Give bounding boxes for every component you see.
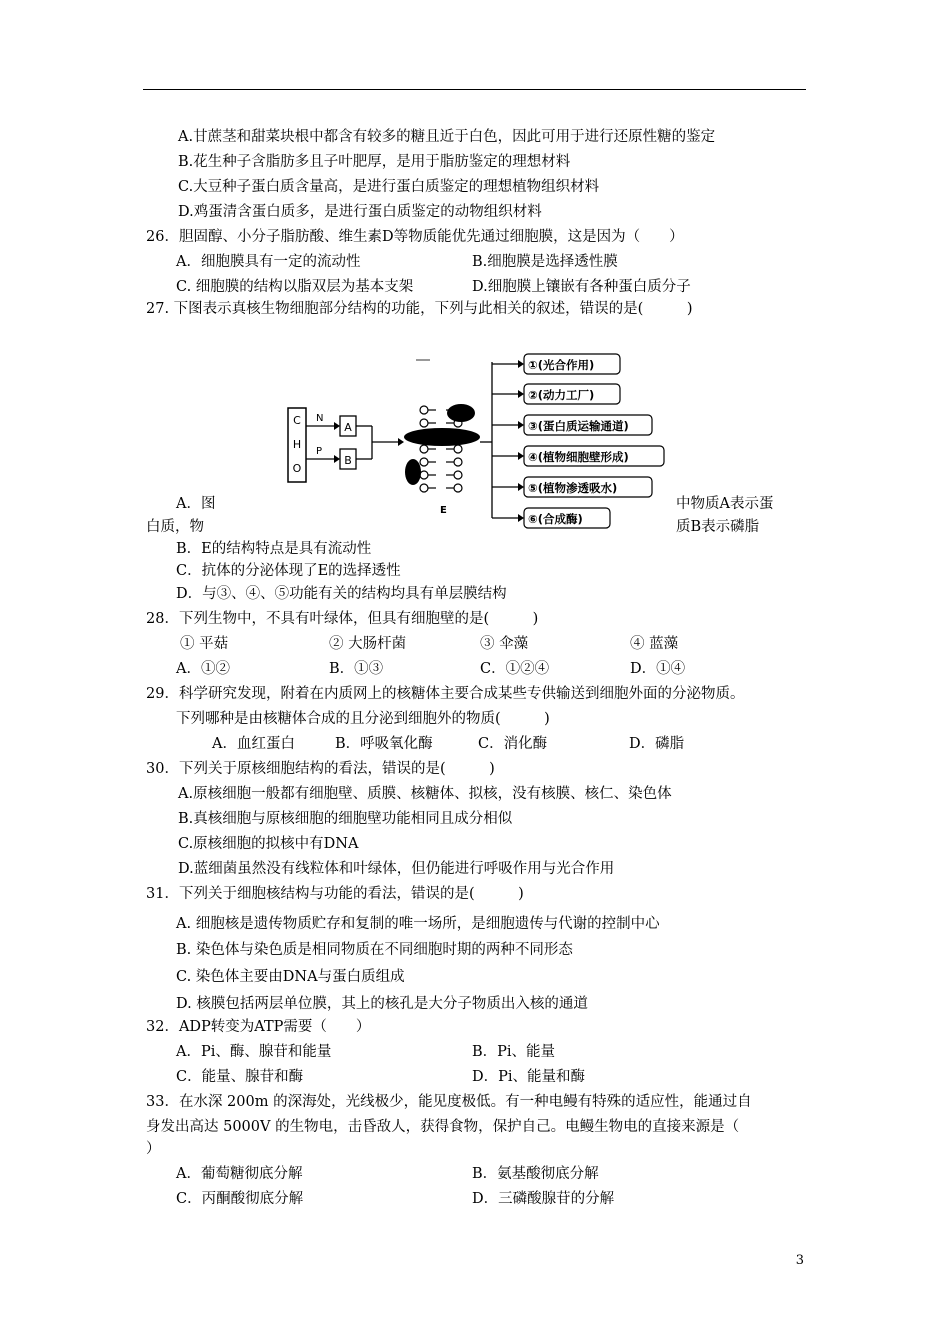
text-line: 28．下列生物中，不具有叶绿体，但具有细胞壁的是( )	[146, 611, 539, 627]
text-line: A．图	[176, 496, 216, 512]
protein-middle	[404, 428, 480, 446]
svg-text:A: A	[344, 421, 352, 434]
text-line: ② 大肠杆菌	[329, 636, 407, 652]
text-line: D.鸡蛋清含蛋白质多，是进行蛋白质鉴定的动物组织材料	[178, 204, 542, 220]
membrane-e-label: E	[440, 505, 447, 516]
text-line: D.蓝细菌虽然没有线粒体和叶绿体，但仍能进行呼吸作用与光合作用	[178, 861, 615, 877]
text-line: C.原核细胞的拟核中有DNA	[178, 836, 359, 852]
text-line: ）	[146, 1141, 161, 1157]
text-line: ① 平菇	[180, 636, 229, 652]
text-line: C．①②④	[480, 661, 550, 677]
header-rule	[143, 89, 806, 90]
text-line: A.原核细胞一般都有细胞壁、质膜、核糖体、拟核，没有核膜、核仁、染色体	[178, 786, 672, 802]
text-line: C．抗体的分泌体现了E的选择透性	[176, 563, 401, 579]
svg-text:B: B	[344, 454, 352, 467]
function-6: ⑥(合成酶)	[528, 512, 583, 526]
text-line: A．①②	[176, 661, 230, 677]
text-line: C. 染色体主要由DNA与蛋白质组成	[176, 969, 405, 985]
function-2: ②(动力工厂)	[528, 388, 595, 402]
text-line: D．三磷酸腺苷的分解	[472, 1191, 615, 1207]
text-line: B．Pi、能量	[472, 1044, 556, 1060]
text-line: B．氨基酸彻底分解	[472, 1166, 599, 1182]
text-line: D. 核膜包括两层单位膜，其上的核孔是大分子物质出入核的通道	[176, 996, 588, 1012]
function-5: ⑤(植物渗透吸水)	[528, 481, 618, 495]
text-line: D．与③、④、⑤功能有关的结构均具有单层膜结构	[176, 586, 507, 602]
text-line: 32．ADP转变为ATP需要（ ）	[146, 1019, 371, 1035]
text-line: B. 染色体与染色质是相同物质在不同细胞时期的两种不同形态	[176, 942, 573, 958]
text-line: C. 细胞膜的结构以脂双层为基本支架	[176, 279, 414, 295]
text-line: ④ 蓝藻	[630, 636, 679, 652]
function-4: ④(植物细胞壁形成)	[528, 450, 629, 464]
element-h: H	[292, 438, 302, 451]
text-line: A．Pi、酶、腺苷和能量	[176, 1044, 332, 1060]
text-line: D．Pi、能量和酶	[472, 1069, 586, 1085]
function-3: ③(蛋白质运输通道)	[528, 419, 629, 433]
text-line: C．丙酮酸彻底分解	[176, 1191, 304, 1207]
text-line: A．葡萄糖彻底分解	[176, 1166, 303, 1182]
text-line: 下列哪种是由核糖体合成的且分泌到细胞外的物质( )	[176, 711, 550, 727]
text-line: 中物质A表示蛋	[676, 496, 774, 512]
text-line: 31．下列关于细胞核结构与功能的看法，错误的是( )	[146, 886, 524, 902]
text-line: D.细胞膜上镶嵌有各种蛋白质分子	[472, 279, 691, 295]
text-line: A. 细胞核是遗传物质贮存和复制的唯一场所，是细胞遗传与代谢的控制中心	[176, 916, 660, 932]
text-line: D．①④	[630, 661, 686, 677]
text-line: B．呼吸氧化酶	[335, 736, 433, 752]
text-line: 质B表示磷脂	[676, 519, 760, 535]
text-line: C．能量、腺苷和酶	[176, 1069, 304, 1085]
text-line: 33．在水深 200m 的深海处，光线极少，能见度极低。有一种电鳗有特殊的适应性，能通过自	[146, 1094, 752, 1110]
text-line: B.真核细胞与原核细胞的细胞壁功能相同且成分相似	[178, 811, 513, 827]
element-c: C	[293, 414, 301, 427]
cell-structure-figure	[236, 350, 676, 530]
text-line: A.甘蔗茎和甜菜块根中都含有较多的糖且近于白色，因此可用于进行还原性糖的鉴定	[178, 129, 716, 145]
text-line: 白质，物	[146, 519, 204, 535]
element-o: O	[292, 462, 302, 475]
protein-left	[405, 459, 421, 485]
text-line: 身发出高达 5000V 的生物电，击昏敌人，获得食物，保护自己。电鳗生物电的直接来源是（	[146, 1119, 740, 1135]
text-line: A．细胞膜具有一定的流动性	[176, 254, 361, 270]
page-number: 3	[795, 1253, 804, 1268]
text-line: ③ 伞藻	[480, 636, 529, 652]
text-line: 26．胆固醇、小分子脂肪酸、维生素D等物质能优先通过细胞膜，这是因为（ ）	[146, 229, 684, 245]
text-line: 30．下列关于原核细胞结构的看法，错误的是( )	[146, 761, 495, 777]
text-line: B．E的结构特点是具有流动性	[176, 541, 372, 557]
text-line: A．血红蛋白	[212, 736, 295, 752]
text-line: C．消化酶	[478, 736, 548, 752]
text-line: B．①③	[329, 661, 384, 677]
n-label: N	[316, 413, 324, 424]
text-line: C.大豆种子蛋白质含量高，是进行蛋白质鉴定的理想植物组织材料	[178, 179, 600, 195]
text-line: D．磷脂	[629, 736, 685, 752]
text-line: 27. 下图表示真核生物细胞部分结构的功能，下列与此相关的叙述，错误的是( )	[146, 301, 693, 317]
text-line: 29．科学研究发现，附着在内质网上的核糖体主要合成某些专供输送到细胞外面的分泌物质。	[146, 686, 745, 702]
function-1: ①(光合作用)	[528, 358, 595, 372]
p-label: P	[316, 446, 323, 457]
protein-top	[447, 404, 475, 422]
text-line: B.花生种子含脂肪多且子叶肥厚，是用于脂肪鉴定的理想材料	[178, 154, 571, 170]
text-line: B.细胞膜是选择透性膜	[472, 254, 618, 270]
